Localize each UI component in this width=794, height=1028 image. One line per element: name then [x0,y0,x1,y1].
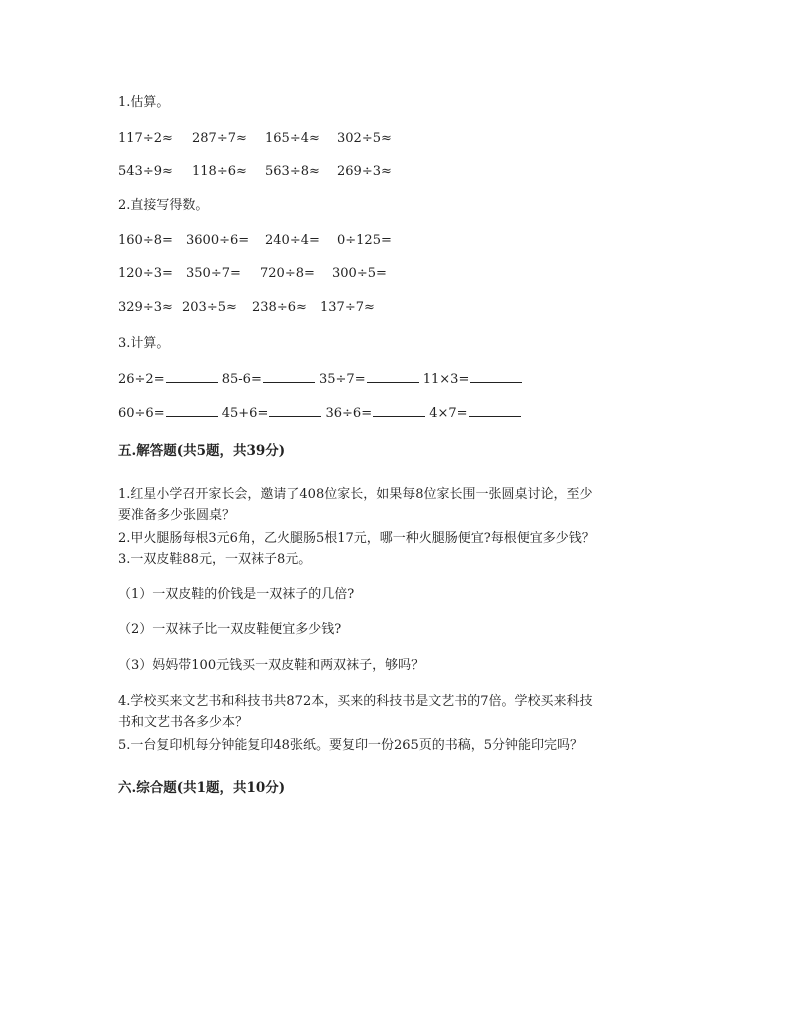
sec3-title: 3.计算。 [118,336,170,351]
sec3-row2-item4: 4×7= [429,406,468,421]
q5: 5.一台复印机每分钟能复印48张纸。要复印一份265页的书稿，5分钟能印完吗？ [118,738,584,753]
sec2-row2-item3: 720÷8= [260,266,315,281]
sec1-row2-item2: 118÷6≈ [192,164,247,179]
sec3-row1 [118,370,522,389]
sec1-row2-item3: 563÷8≈ [265,164,320,179]
sec2-row1-item1: 160÷8= [118,233,173,248]
sec2-row1-item4: 0÷125= [337,233,392,248]
answer-blank[interactable] [166,370,218,383]
q3: 3.一双皮鞋88元，一双袜子8元。 [118,552,312,567]
sec2-row3-item4: 137÷7≈ [320,300,375,315]
sec3-row1-item1: 26÷2= [118,372,165,387]
sec3-row1-item2: 85-6= [221,372,262,387]
section5-heading: 五.解答题(共5题，共39分) [118,443,286,459]
q3-sub2: （2）一双袜子比一双皮鞋便宜多少钱? [118,622,342,637]
sec1-title: 1.估算。 [118,95,170,110]
sec2-row3-item3: 238÷6≈ [252,300,307,315]
sec3-row2-item2: 45+6= [221,406,269,421]
sec2-row2-item2: 350÷7= [186,266,241,281]
sec1-row1-item1: 117÷2≈ [118,131,173,146]
sec2-row2-item4: 300÷5= [332,266,387,281]
q2: 2.甲火腿肠每根3元6角，乙火腿肠5根17元，哪一种火腿肠便宜?每根便宜多少钱？ [118,531,595,546]
q4-line1: 4.学校买来文艺书和科技书共872本，买来的科技书是文艺书的7倍。学校买来科技 [118,694,593,709]
sec2-row1-item3: 240÷4= [265,233,320,248]
answer-blank[interactable] [269,404,321,417]
answer-blank[interactable] [166,404,218,417]
q1-line2: 要准备多少张圆桌？ [118,508,236,523]
q3-sub3: （3）妈妈带100元钱买一双皮鞋和两双袜子，够吗？ [118,658,425,673]
sec1-row1-item2: 287÷7≈ [192,131,247,146]
sec3-row1-item3: 35÷7= [319,372,366,387]
answer-blank[interactable] [373,404,425,417]
sec2-row1-item2: 3600÷6= [186,233,250,248]
sec1-row2-item1: 543÷9≈ [118,164,173,179]
sec3-row2-item3: 36÷6= [325,406,373,421]
sec2-row3-item2: 203÷5≈ [182,300,237,315]
answer-blank[interactable] [367,370,419,383]
answer-blank[interactable] [469,404,521,417]
sec1-row1-item3: 165÷4≈ [265,131,320,146]
sec2-row2-item1: 120÷3= [118,266,173,281]
q1-line1: 1.红星小学召开家长会，邀请了408位家长，如果每8位家长围一张圆桌讨论，至少 [118,487,593,502]
section6-heading: 六.综合题(共1题，共10分) [118,780,286,796]
sec3-row2 [118,404,521,423]
sec2-row3-item1: 329÷3≈ [118,300,173,315]
sec3-row1-item4: 11×3= [422,372,470,387]
sec1-row1-item4: 302÷5≈ [337,131,392,146]
sec2-title: 2.直接写得数。 [118,198,209,213]
sec1-row2-item4: 269÷3≈ [337,164,392,179]
sec3-row2-item1: 60÷6= [118,406,165,421]
answer-blank[interactable] [470,370,522,383]
q3-sub1: （1）一双皮鞋的价钱是一双袜子的几倍? [118,587,355,602]
answer-blank[interactable] [263,370,315,383]
q4-line2: 书和文艺书各多少本？ [118,715,249,730]
